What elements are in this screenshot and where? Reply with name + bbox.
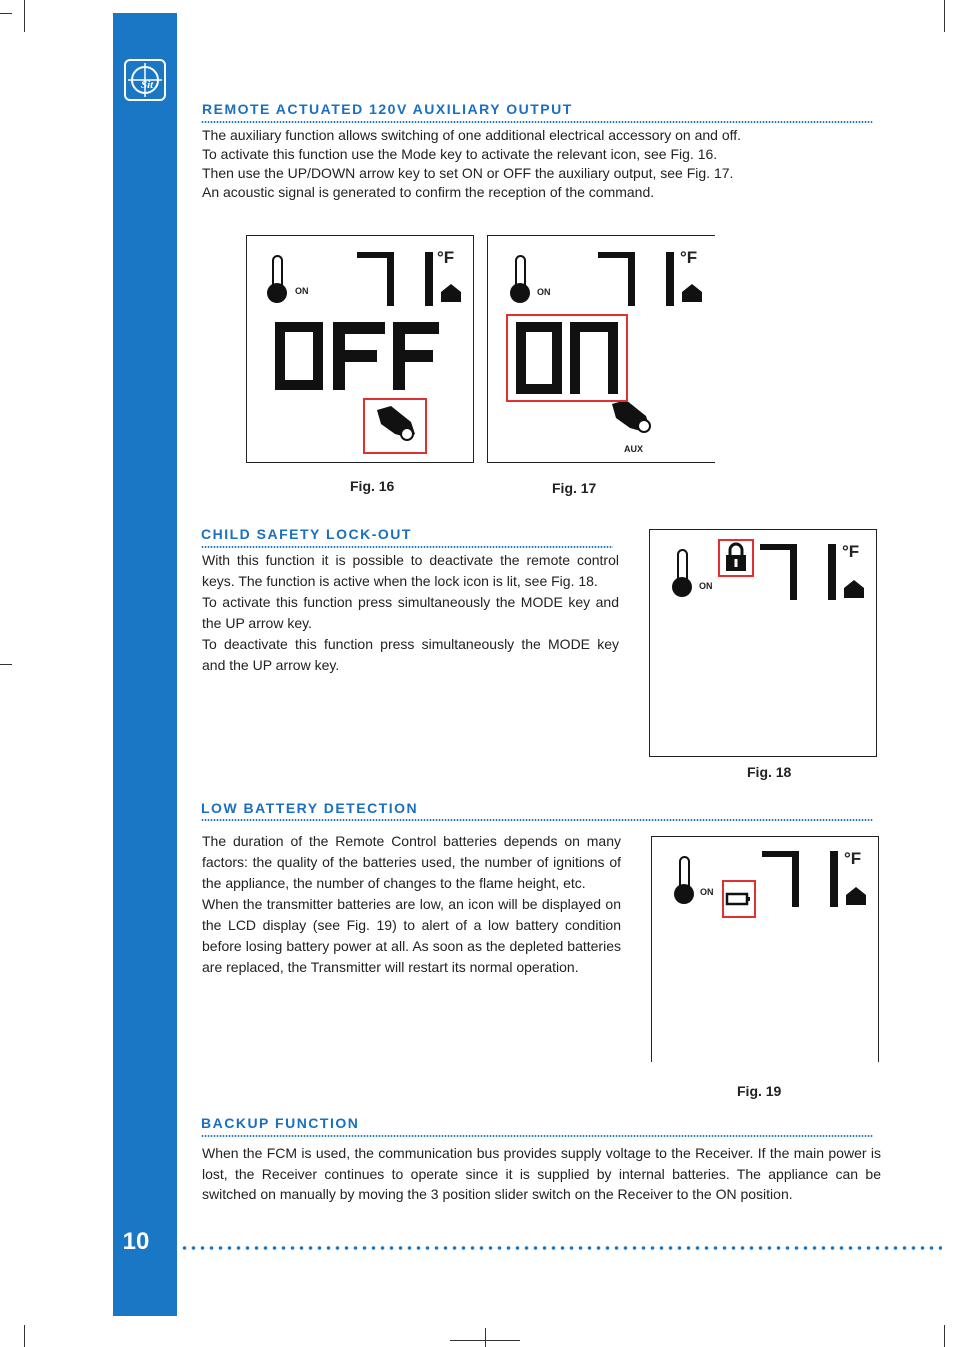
section-heading-aux: REMOTE ACTUATED 120V AUXILIARY OUTPUT [202,101,573,117]
battery-icon-highlight [722,880,756,918]
temperature-digits [760,544,836,600]
temperature-digits [762,851,838,907]
section-rule [201,1135,873,1137]
text-line: To deactivate this function press simultaneously the MODE key and the UP arrow key. [202,636,619,673]
on-label: ON [537,287,551,297]
aux-paragraph [202,126,882,202]
thermometer-icon [672,550,692,597]
on-label: ON [295,286,309,296]
text-line: To activate this function use the Mode key to activate the relevant icon, see Fig. 16. [202,146,718,162]
home-icon [441,284,461,302]
section-heading-battery: LOW BATTERY DETECTION [201,800,419,816]
svg-text:Sit: Sit [141,79,154,91]
sidebar [113,13,177,1316]
unit-label: °F [844,849,862,868]
crop-mark [944,1325,945,1347]
home-icon [844,580,864,598]
crop-mark [24,1325,25,1347]
lcd-figure-17 [487,235,715,463]
unit-label: °F [680,248,698,267]
figure-caption: Fig. 17 [552,480,597,496]
thermometer-icon [674,857,694,904]
on-highlight [506,314,628,402]
temperature-digits [598,252,674,306]
text-line: With this function it is possible to deactivate the remote control keys. The function is active when the lock icon is lit, see Fig. 18. [202,552,619,589]
temperature-digits [357,252,433,306]
figure-caption: Fig. 19 [737,1083,782,1099]
text-line: When the FCM is used, the communication bus provides supply voltage to the Receiver. If the main power is lost, the Receiver continues to operate since it is supplied by internal batteries. The appliance can be switched on manually by moving the 3 position slider switch on the Receiver to the ON position. [202,1145,881,1202]
section-heading-child: CHILD SAFETY LOCK-OUT [201,526,412,542]
lcd-figure-18 [649,529,877,757]
figure-caption: Fig. 16 [350,478,395,494]
on-segment-text [508,316,626,400]
unit-label: °F [842,542,860,561]
text-line: To activate this function press simultaneously the MODE key and the UP arrow key. [202,594,619,631]
text-line: Then use the UP/DOWN arrow key to set ON or OFF the auxiliary output, see Fig. 17. [202,165,734,181]
crop-mark [0,13,12,14]
text-line: When the transmitter batteries are low, an icon will be displayed on the LCD display (see Fig. 19) to alert of a low battery condition before losing battery power at all. As soon as the depleted batteries are replaced, the Transmitter will restart its normal operation. [202,896,621,975]
thermometer-icon [267,256,287,303]
lock-icon [720,541,752,575]
battery-paragraph [202,831,621,978]
page-number: 10 [122,1228,150,1255]
aux-label: AUX [624,444,644,454]
thermometer-icon [510,256,530,303]
section-rule [201,121,873,123]
bottom-dotted-rule [180,1246,942,1250]
on-label: ON [699,581,713,591]
child-paragraph [202,550,619,676]
on-label: ON [700,887,714,897]
crop-mark [0,664,12,665]
hand-icon [365,400,425,452]
text-line: The auxiliary function allows switching of one additional electrical accessory on and off. [202,127,742,143]
section-heading-backup: BACKUP FUNCTION [201,1115,360,1131]
backup-paragraph [202,1143,881,1205]
battery-icon [724,882,754,916]
hand-icon [612,400,650,432]
hand-icon-highlight [363,398,427,454]
crop-mark [24,0,25,32]
text-line: The duration of the Remote Control batteries depends on many factors: the quality of the batteries used, the number of ignitions of the appliance, the number of changes to the flame height, etc. [202,833,621,891]
section-rule [201,819,873,821]
lock-icon-highlight [718,539,754,577]
home-icon [682,284,702,302]
unit-label: °F [437,248,455,267]
logo-icon [124,59,166,101]
figure-caption: Fig. 18 [747,764,792,780]
lcd-figure-19 [651,836,879,1062]
off-segment-text [275,322,439,390]
crop-mark [944,0,945,32]
crop-mark [485,1328,486,1347]
section-rule [201,546,613,548]
home-icon [846,887,866,905]
lcd-figure-16 [246,235,474,463]
text-line: An acoustic signal is generated to confirm the reception of the command. [202,184,655,200]
